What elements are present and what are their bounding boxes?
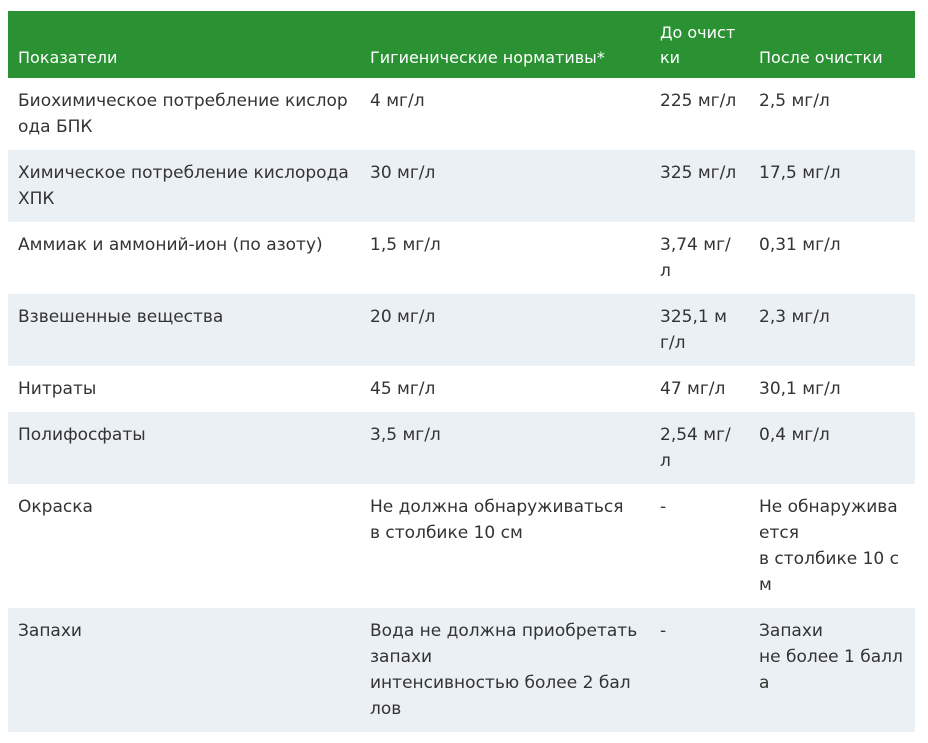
cell-after: 30,1 мг/л	[749, 366, 915, 412]
cell-indicator: Химическое потребление кислорода ХПК	[8, 150, 360, 222]
header-indicators: Показатели	[8, 11, 360, 78]
table-body	[8, 78, 915, 732]
cell-norm: 45 мг/л	[360, 366, 650, 412]
cell-indicator: Запахи	[8, 608, 360, 732]
table-row	[8, 484, 915, 608]
table-row	[8, 150, 915, 222]
cell-after: 2,5 мг/л	[749, 78, 915, 150]
table-row	[8, 78, 915, 150]
header-hygienic-norms: Гигиенические нормативы*	[360, 11, 650, 78]
table-header	[8, 11, 915, 78]
cell-indicator: Биохимическое потребление кислорода БПК	[8, 78, 360, 150]
cell-before: 325 мг/л	[650, 150, 749, 222]
cell-norm: 3,5 мг/л	[360, 412, 650, 484]
cell-after: Запахи не более 1 балла	[749, 608, 915, 732]
table-row	[8, 412, 915, 484]
cell-before: 47 мг/л	[650, 366, 749, 412]
cell-before: 2,54 мг/л	[650, 412, 749, 484]
cell-before: 3,74 мг/л	[650, 222, 749, 294]
water-quality-table	[8, 11, 915, 732]
cell-indicator: Аммиак и аммоний-ион (по азоту)	[8, 222, 360, 294]
cell-norm: 30 мг/л	[360, 150, 650, 222]
cell-before: 325,1 мг/л	[650, 294, 749, 366]
cell-indicator: Окраска	[8, 484, 360, 608]
cell-after: 0,31 мг/л	[749, 222, 915, 294]
cell-before: -	[650, 608, 749, 732]
header-after-cleaning: После очистки	[749, 11, 915, 78]
header-row	[8, 11, 915, 78]
cell-norm: 1,5 мг/л	[360, 222, 650, 294]
header-before-cleaning: До очистки	[650, 11, 749, 78]
cell-after: 17,5 мг/л	[749, 150, 915, 222]
table-row	[8, 294, 915, 366]
cell-after: 0,4 мг/л	[749, 412, 915, 484]
cell-after: 2,3 мг/л	[749, 294, 915, 366]
cell-norm: 4 мг/л	[360, 78, 650, 150]
table-row	[8, 222, 915, 294]
cell-indicator: Взвешенные вещества	[8, 294, 360, 366]
cell-after: Не обнаруживается в столбике 10 см	[749, 484, 915, 608]
cell-before: -	[650, 484, 749, 608]
table-row	[8, 366, 915, 412]
cell-indicator: Нитраты	[8, 366, 360, 412]
table-row	[8, 608, 915, 732]
cell-indicator: Полифосфаты	[8, 412, 360, 484]
cell-norm: Вода не должна приобретать запахи интенсивностью более 2 баллов	[360, 608, 650, 732]
cell-norm: 20 мг/л	[360, 294, 650, 366]
cell-before: 225 мг/л	[650, 78, 749, 150]
cell-norm: Не должна обнаруживаться в столбике 10 см	[360, 484, 650, 608]
water-quality-table-container	[8, 11, 915, 732]
